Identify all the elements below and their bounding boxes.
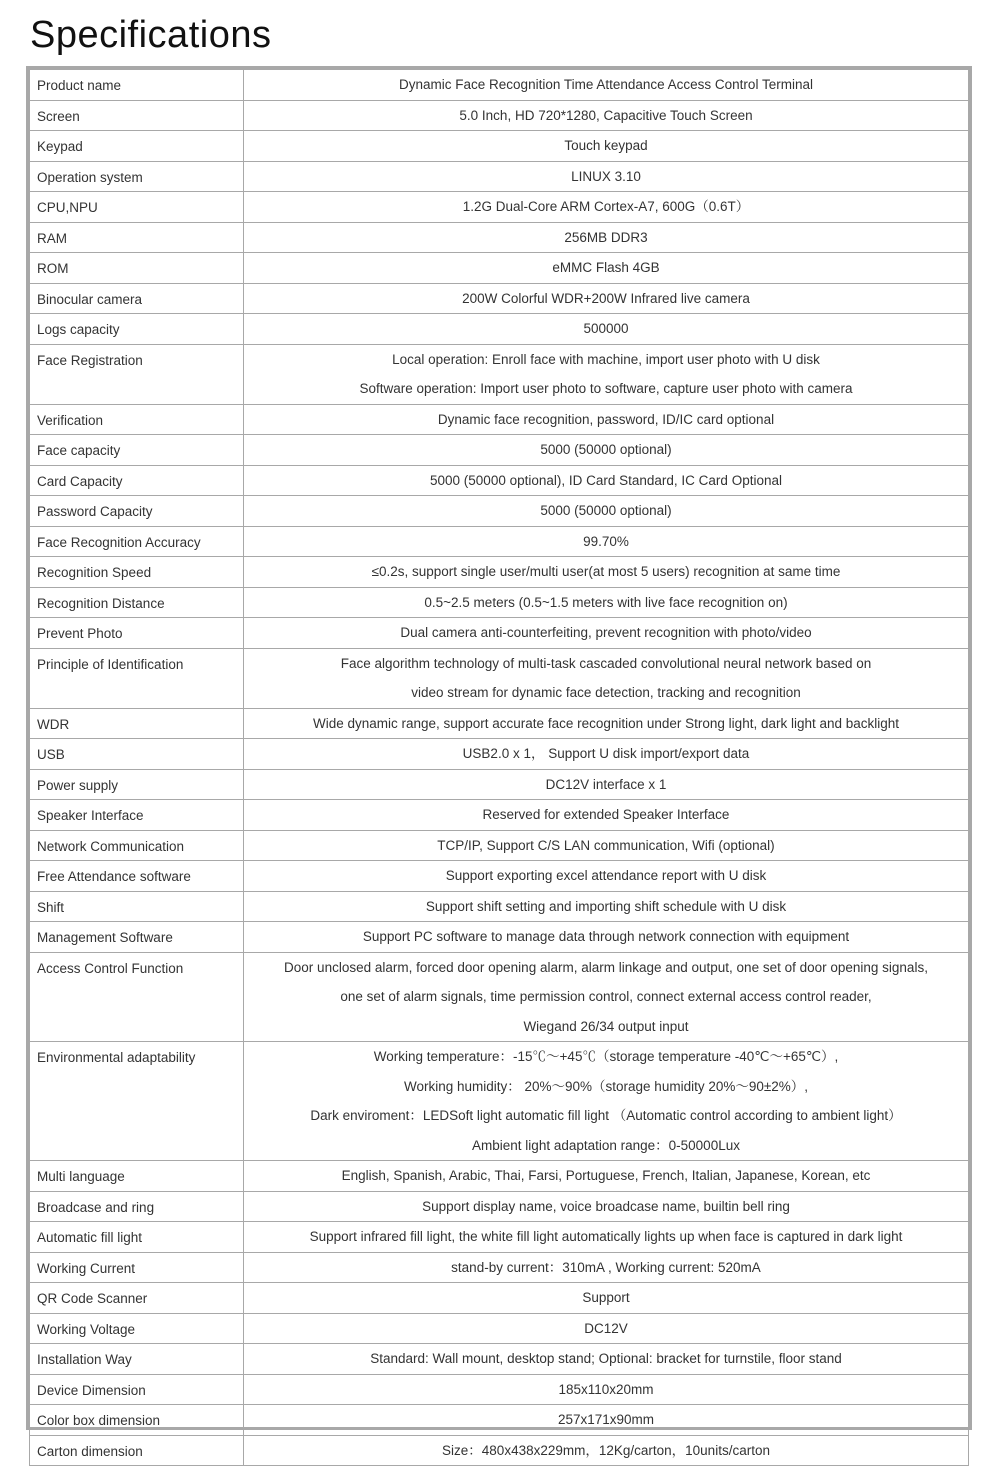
spec-value: [244, 100, 969, 131]
spec-value-line: Wiegand 26/34 output input: [523, 1018, 689, 1034]
spec-value: [244, 465, 969, 496]
spec-value: [244, 708, 969, 739]
spec-row: [30, 435, 969, 466]
spec-value-line: USB2.0 x 1， Support U disk import/export data: [462, 746, 750, 761]
spec-label: Face capacity: [30, 435, 244, 466]
spec-value: [244, 861, 969, 892]
spec-value-line: DC12V: [584, 1320, 628, 1336]
spec-value: [244, 800, 969, 831]
spec-value-line: Dynamic face recognition, password, ID/IC card optional: [437, 411, 775, 427]
spec-value-line: Dark enviroment：LEDSoft light automatic fill light （Automatic control according to ambient light）: [310, 1108, 902, 1123]
spec-value: [244, 922, 969, 953]
spec-value-line: Dynamic Face Recognition Time Attendance Access Control Terminal: [399, 77, 813, 92]
spec-value-line: Face algorithm technology of multi-task cascaded convolutional neural network based on: [340, 655, 872, 671]
spec-row: [30, 952, 969, 1042]
spec-value: [244, 1161, 969, 1192]
spec-row: [30, 131, 969, 162]
spec-value-line: LINUX 3.10: [571, 168, 641, 184]
spec-value: [244, 1283, 969, 1314]
spec-value-line: 200W Colorful WDR+200W Infrared live camera: [462, 290, 750, 306]
spec-value-line: one set of alarm signals, time permission control, connect external access control reader,: [340, 989, 872, 1004]
spec-value: [244, 648, 969, 708]
spec-row: [30, 526, 969, 557]
spec-value-line: 1.2G Dual-Core ARM Cortex-A7, 600G（0.6T）: [462, 199, 750, 214]
spec-value: [244, 70, 969, 101]
spec-value-line: Support infrared fill light, the white fill light automatically lights up when face is captured in dark light: [309, 1229, 903, 1244]
spec-label: Recognition Distance: [30, 587, 244, 618]
spec-row: [30, 465, 969, 496]
spec-value: [244, 1313, 969, 1344]
spec-row: [30, 800, 969, 831]
spec-value-line: 5000 (50000 optional): [540, 503, 672, 518]
spec-row: [30, 1405, 969, 1436]
spec-value: [244, 314, 969, 345]
spec-value-line: 257x171x90mm: [557, 1412, 655, 1427]
spec-value-line: Working humidity： 20%～90%（storage humidity 20%～90±2%）,: [403, 1078, 809, 1094]
spec-label: Face Recognition Accuracy: [30, 526, 244, 557]
spec-value-line: Support display name, voice broadcase name, builtin bell ring: [422, 1198, 790, 1214]
spec-row: [30, 314, 969, 345]
spec-row: [30, 283, 969, 314]
spec-value: [244, 131, 969, 162]
spec-value: [244, 1435, 969, 1466]
spec-value: [244, 1042, 969, 1161]
spec-label: Face Registration: [30, 344, 244, 404]
specifications-table: [26, 66, 972, 1459]
spec-row: [30, 161, 969, 192]
spec-label: QR Code Scanner: [30, 1283, 244, 1314]
spec-label: Installation Way: [30, 1344, 244, 1375]
spec-value-line: eMMC Flash 4GB: [552, 260, 660, 275]
spec-value: [244, 1252, 969, 1283]
spec-value: [244, 253, 969, 284]
spec-label: Card Capacity: [30, 465, 244, 496]
spec-row: [30, 557, 969, 588]
spec-row: [30, 344, 969, 404]
spec-value-line: ≤0.2s, support single user/multi user(at most 5 users) recognition at same time: [371, 564, 841, 579]
spec-label: Shift: [30, 891, 244, 922]
spec-value: [244, 161, 969, 192]
spec-row: [30, 739, 969, 770]
spec-label: Free Attendance software: [30, 861, 244, 892]
spec-label: Principle of Identification: [30, 648, 244, 708]
spec-value-line: Support: [582, 1290, 630, 1305]
spec-value: [244, 192, 969, 223]
spec-value-line: TCP/IP, Support C/S LAN communication, Wifi (optional): [437, 837, 775, 853]
spec-value: [244, 1344, 969, 1375]
spec-row: [30, 830, 969, 861]
spec-value: [244, 404, 969, 435]
spec-value-line: Ambient light adaptation range：0-50000Lux: [472, 1137, 740, 1153]
spec-value-line: video stream for dynamic face detection, tracking and recognition: [411, 685, 801, 700]
spec-row: [30, 648, 969, 708]
spec-row: [30, 769, 969, 800]
spec-row: [30, 922, 969, 953]
spec-value-line: Reserved for extended Speaker Interface: [482, 807, 730, 822]
spec-label: Speaker Interface: [30, 800, 244, 831]
spec-value-line: 99.70%: [583, 533, 629, 549]
spec-label: Product name: [30, 70, 244, 101]
spec-label: Network Communication: [30, 830, 244, 861]
spec-value: [244, 222, 969, 253]
spec-label: Prevent Photo: [30, 618, 244, 649]
spec-value: [244, 435, 969, 466]
spec-row: [30, 861, 969, 892]
spec-label: USB: [30, 739, 244, 770]
spec-value-line: 5000 (50000 optional): [540, 442, 672, 457]
spec-value: [244, 830, 969, 861]
spec-label: Color box dimension: [30, 1405, 244, 1436]
spec-row: [30, 1435, 969, 1466]
spec-label: Carton dimension: [30, 1435, 244, 1466]
spec-label: Access Control Function: [30, 952, 244, 1042]
specifications-table-body: [30, 70, 969, 1466]
spec-value-line: Support shift setting and importing shift schedule with U disk: [425, 898, 787, 914]
spec-row: [30, 708, 969, 739]
spec-row: [30, 222, 969, 253]
spec-label: WDR: [30, 708, 244, 739]
spec-row: [30, 1191, 969, 1222]
spec-label: Broadcase and ring: [30, 1191, 244, 1222]
spec-value-line: Standard: Wall mount, desktop stand; Optional: bracket for turnstile, floor stand: [370, 1351, 842, 1366]
spec-label: Screen: [30, 100, 244, 131]
spec-value-line: 185x110x20mm: [558, 1381, 654, 1397]
spec-value-line: stand-by current：310mA , Working current: 520mA: [451, 1259, 761, 1275]
spec-label: Working Voltage: [30, 1313, 244, 1344]
spec-row: [30, 70, 969, 101]
spec-row: [30, 1161, 969, 1192]
spec-label: Management Software: [30, 922, 244, 953]
spec-row: [30, 1222, 969, 1253]
spec-value-line: 500000: [583, 321, 629, 336]
spec-label: Automatic fill light: [30, 1222, 244, 1253]
spec-value: [244, 952, 969, 1042]
spec-value: [244, 1222, 969, 1253]
spec-value: [244, 526, 969, 557]
spec-value: [244, 283, 969, 314]
spec-value-line: 256MB DDR3: [564, 229, 648, 245]
spec-row: [30, 618, 969, 649]
spec-row: [30, 1283, 969, 1314]
spec-value-line: English, Spanish, Arabic, Thai, Farsi, Portuguese, French, Italian, Japanese, Korean, etc: [341, 1168, 871, 1183]
spec-label: CPU,NPU: [30, 192, 244, 223]
spec-value: [244, 1405, 969, 1436]
spec-value-line: Door unclosed alarm, forced door opening alarm, alarm linkage and output, one set of door opening signals,: [284, 959, 928, 975]
spec-value-line: Working temperature：-15℃～+45℃（storage temperature -40℃～+65℃）,: [373, 1049, 839, 1064]
spec-value-line: Touch keypad: [564, 138, 648, 153]
spec-row: [30, 496, 969, 527]
spec-label: Logs capacity: [30, 314, 244, 345]
spec-label: Verification: [30, 404, 244, 435]
spec-value-line: Support exporting excel attendance report with U disk: [445, 868, 767, 883]
spec-row: [30, 891, 969, 922]
spec-label: Multi language: [30, 1161, 244, 1192]
spec-value: [244, 769, 969, 800]
spec-row: [30, 587, 969, 618]
spec-row: [30, 1252, 969, 1283]
spec-value-line: Wide dynamic range, support accurate face recognition under Strong light, dark light and backlight: [312, 715, 900, 731]
spec-label: Environmental adaptability: [30, 1042, 244, 1161]
spec-value-line: Software operation: Import user photo to software, capture user photo with camera: [359, 381, 853, 396]
spec-value-line: Local operation: Enroll face with machine, import user photo with U disk: [392, 351, 820, 367]
spec-value: [244, 587, 969, 618]
spec-value: [244, 557, 969, 588]
spec-label: Password Capacity: [30, 496, 244, 527]
spec-label: Keypad: [30, 131, 244, 162]
page-title: Specifications: [30, 14, 272, 56]
spec-value-line: 5.0 Inch, HD 720*1280, Capacitive Touch Screen: [459, 107, 753, 123]
spec-label: RAM: [30, 222, 244, 253]
spec-label: Recognition Speed: [30, 557, 244, 588]
spec-label: Working Current: [30, 1252, 244, 1283]
spec-row: [30, 1313, 969, 1344]
spec-value: [244, 739, 969, 770]
spec-value-line: 0.5~2.5 meters (0.5~1.5 meters with live face recognition on): [424, 594, 788, 610]
spec-row: [30, 253, 969, 284]
spec-row: [30, 404, 969, 435]
spec-label: ROM: [30, 253, 244, 284]
spec-value: [244, 891, 969, 922]
spec-value: [244, 1374, 969, 1405]
spec-value: [244, 496, 969, 527]
spec-value: [244, 344, 969, 404]
spec-value-line: 5000 (50000 optional), ID Card Standard, IC Card Optional: [430, 472, 782, 488]
spec-label: Device Dimension: [30, 1374, 244, 1405]
spec-value-line: Dual camera anti-counterfeiting, prevent recognition with photo/video: [400, 625, 812, 640]
spec-value: [244, 1191, 969, 1222]
spec-row: [30, 1344, 969, 1375]
spec-label: Power supply: [30, 769, 244, 800]
spec-value: [244, 618, 969, 649]
spec-value-line: Support PC software to manage data through network connection with equipment: [362, 929, 850, 944]
spec-row: [30, 1374, 969, 1405]
spec-label: Operation system: [30, 161, 244, 192]
spec-row: [30, 1042, 969, 1161]
spec-value-line: Size：480x438x229mm，12Kg/carton，10units/carton: [442, 1442, 770, 1458]
spec-label: Binocular camera: [30, 283, 244, 314]
spec-row: [30, 100, 969, 131]
spec-value-line: DC12V interface x 1: [545, 776, 667, 792]
spec-row: [30, 192, 969, 223]
